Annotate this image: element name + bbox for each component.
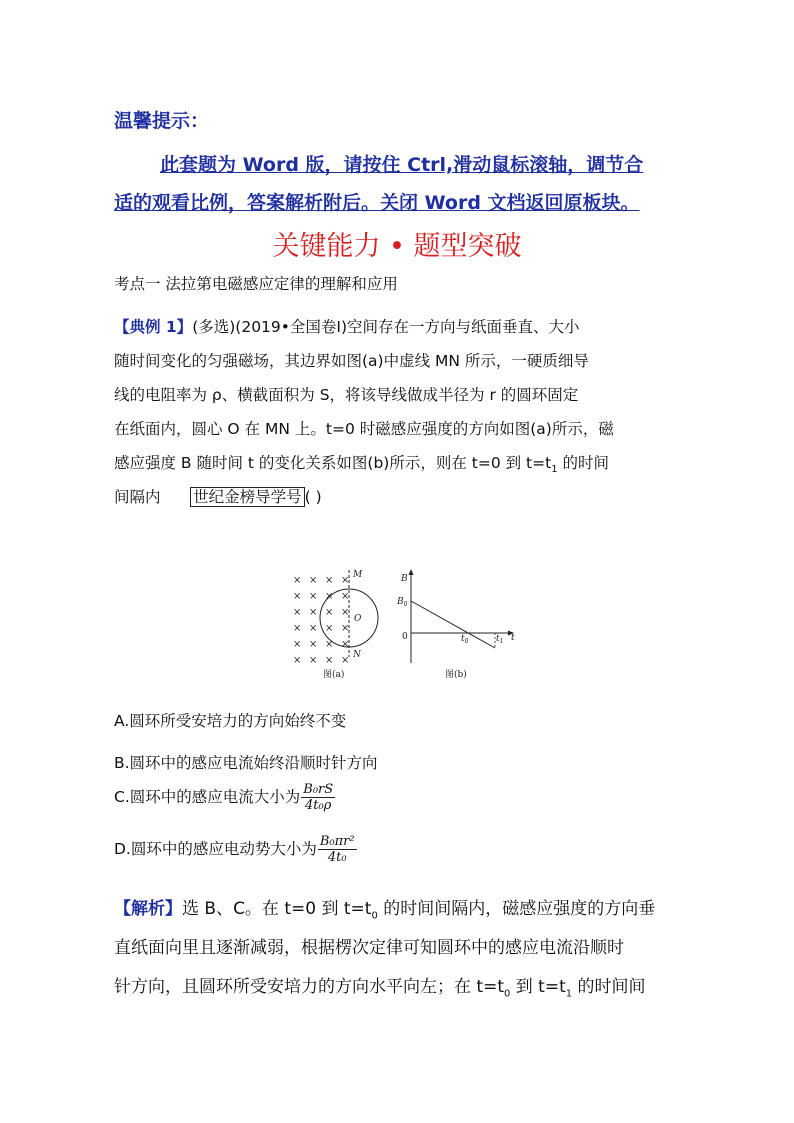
figure-b [396, 569, 515, 680]
field-cross: × [325, 639, 334, 650]
label-b0-sub: 0 [403, 601, 408, 608]
label-m: M [353, 570, 363, 580]
analysis-line-3c: 的时间间 [572, 977, 646, 997]
analysis-line-3a: 针方向，且圆环所受安培力的方向水平向左；在 t=t [114, 977, 504, 997]
caption-b: 图(b) [445, 670, 467, 680]
notice-line-2: 适的观看比例，答案解析附后。关闭 Word 文档返回原板块。 [114, 192, 640, 214]
label-n: N [353, 650, 361, 660]
field-cross: × [309, 575, 318, 586]
field-cross: × [341, 639, 350, 650]
field-cross: × [309, 655, 318, 666]
question-line-5a: 感应强度 B 随时间 t 的变化关系如图(b)所示，则在 t=0 到 t=t [114, 454, 552, 472]
field-cross: × [309, 623, 318, 634]
option-c-text: C.圆环中的感应电流大小为 [114, 788, 301, 806]
point-heading: 考点一 法拉第电磁感应定律的理解和应用 [114, 275, 398, 293]
option-c-numerator: B₀rS [303, 782, 334, 797]
field-cross: × [325, 607, 334, 618]
option-d-denominator: 4t₀ [327, 850, 347, 865]
option-c-denominator: 4t₀ρ [305, 798, 332, 813]
option-d-numerator: B₀πr² [319, 834, 355, 849]
figure-a [293, 570, 378, 680]
notice-line-1: 此套题为 Word 版，请按住 Ctrl,滑动鼠标滚轴，调节合 [160, 154, 644, 176]
magnetic-field-crosses [293, 575, 349, 666]
option-d [114, 834, 357, 865]
label-t0 [461, 634, 469, 645]
question-line-1 [114, 310, 684, 344]
question-figure [285, 565, 525, 683]
question-text [114, 310, 684, 514]
field-cross: × [325, 591, 334, 602]
option-a: A.圆环所受安培力的方向始终不变 [114, 712, 347, 730]
t0-subscript-2: 0 [503, 988, 511, 1000]
label-t0-main: t [461, 634, 465, 644]
analysis-line-3b: 到 t=t [510, 977, 566, 997]
label-t: t [511, 633, 515, 643]
field-cross: × [341, 575, 350, 586]
label-t0-sub: 0 [464, 638, 469, 645]
label-b: B [401, 574, 408, 584]
example-tag: 【典例 1】 [114, 318, 193, 336]
field-cross: × [309, 591, 318, 602]
field-cross: × [341, 655, 350, 666]
field-cross: × [293, 623, 302, 634]
field-cross: × [293, 607, 302, 618]
label-b0-main: B [397, 597, 404, 607]
t1-subscript-2: 1 [565, 988, 573, 1000]
textbook-code-box: 世纪金榜导学号 [190, 487, 305, 507]
option-c-fraction [301, 782, 335, 813]
notice-title: 温馨提示： [114, 110, 210, 132]
t1-subscript: 1 [551, 464, 558, 476]
analysis-line-3 [114, 968, 684, 1007]
option-d-fraction [318, 834, 357, 865]
question-line-4: 在纸面内，圆心 O 在 MN 上。t=0 时磁感应强度的方向如图(a)所示，磁 [114, 420, 614, 438]
question-line-3: 线的电阻率为 ρ、横截面积为 S，将该导线做成半径为 r 的圆环固定 [114, 386, 579, 404]
option-b: B.圆环中的感应电流始终沿顺时针方向 [114, 754, 378, 772]
analysis-tag: 【解析】 [114, 899, 182, 919]
label-t1-main: t [496, 634, 500, 644]
label-o: O [354, 614, 362, 624]
field-cross: × [309, 607, 318, 618]
field-cross: × [325, 575, 334, 586]
field-cross: × [325, 655, 334, 666]
label-origin: 0 [402, 632, 408, 642]
label-t1 [496, 634, 503, 645]
question-line-5 [114, 446, 684, 480]
field-cross: × [309, 639, 318, 650]
field-cross: × [325, 623, 334, 634]
field-cross: × [341, 591, 350, 602]
analysis-line-1b: 的时间间隔内，磁感应强度的方向垂 [377, 899, 656, 919]
field-cross: × [293, 655, 302, 666]
option-c [114, 782, 335, 813]
t0-subscript: 0 [371, 910, 378, 922]
field-cross: × [341, 607, 350, 618]
field-cross: × [293, 591, 302, 602]
b-t-line [411, 601, 495, 648]
question-line-2: 随时间变化的匀强磁场，其边界如图(a)中虚线 MN 所示，一硬质细导 [114, 352, 589, 370]
section-title: 关键能力 • 题型突破 [272, 231, 522, 262]
question-line-6a: 间隔内 [114, 488, 161, 506]
answer-brackets: ( ) [304, 488, 322, 506]
b-axis-arrow [409, 569, 414, 575]
analysis-line-2: 直纸面向里且逐渐减弱，根据楞次定律可知圆环中的感应电流沿顺时 [114, 938, 624, 958]
label-t1-sub: 1 [499, 638, 504, 645]
analysis-line-1 [114, 890, 684, 929]
field-cross: × [293, 575, 302, 586]
field-cross: × [341, 623, 350, 634]
question-line-1-text: (多选)(2019•全国卷Ⅰ)空间存在一方向与纸面垂直、大小 [192, 318, 580, 336]
caption-a: 图(a) [323, 670, 345, 680]
question-line-6 [114, 480, 684, 514]
field-cross: × [293, 639, 302, 650]
option-d-text: D.圆环中的感应电动势大小为 [114, 840, 317, 858]
analysis-line-1a: 选 B、C。在 t=0 到 t=t [182, 899, 372, 919]
label-b0 [396, 597, 408, 608]
question-line-5b: 的时间 [557, 454, 610, 472]
analysis-text [114, 890, 684, 1007]
